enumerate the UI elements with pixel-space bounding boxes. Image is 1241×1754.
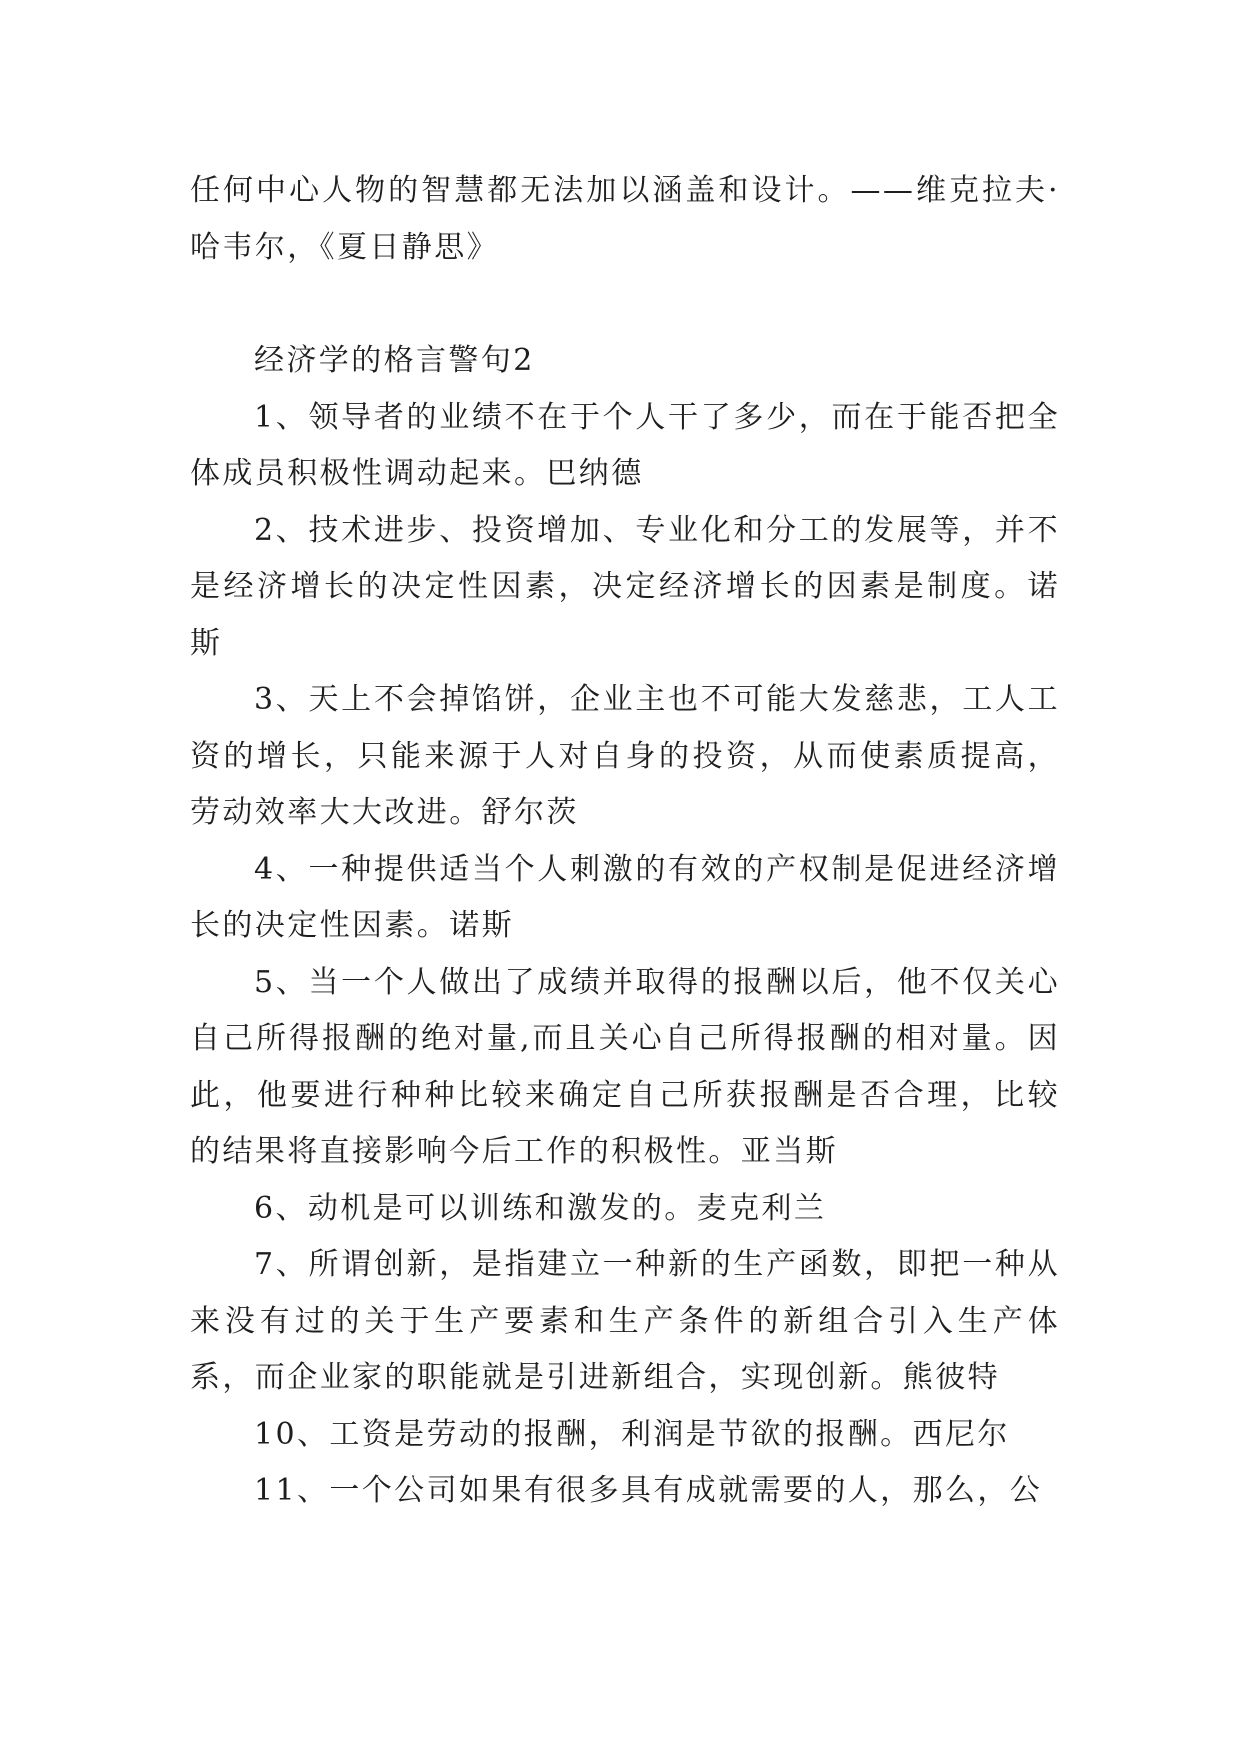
paragraph-spacer: [190, 276, 1060, 333]
document-body: [190, 163, 1060, 1520]
quote-item-1: 1、领导者的业绩不在于个人干了多少，而在于能否把全体成员积极性调动起来。巴纳德: [190, 399, 1060, 491]
quote-item-5: 5、当一个人做出了成绩并取得的报酬以后，他不仅关心自己所得报酬的绝对量,而且关心自己所得报酬的相对量。因此，他要进行种种比较来确定自己所获报酬是否合理，比较的结果将直接影响今后工作的积极性。亚当斯: [190, 964, 1060, 1169]
quote-item-7: 7、所谓创新，是指建立一种新的生产函数，即把一种从来没有过的关于生产要素和生产条件的新组合引入生产体系，而企业家的职能就是引进新组合，实现创新。熊彼特: [190, 1247, 1060, 1395]
intro-paragraph: 任何中心人物的智慧都无法加以涵盖和设计。——维克拉夫·哈韦尔，《夏日静思》: [190, 173, 1060, 265]
quote-item-10: 10、工资是劳动的报酬，利润是节欲的报酬。西尼尔: [254, 1416, 1010, 1452]
quote-item-11: 11、一个公司如果有很多具有成就需要的人，那么，公: [254, 1473, 1043, 1508]
quote-item-4: 4、一种提供适当个人刺激的有效的产权制是促进经济增长的决定性因素。诺斯: [190, 851, 1060, 943]
quote-item-2: 2、技术进步、投资增加、专业化和分工的发展等，并不是经济增长的决定性因素，决定经济增长的因素是制度。诺斯: [190, 512, 1060, 661]
section-title: 经济学的格言警句2: [254, 343, 535, 378]
quote-item-6: 6、动机是可以训练和激发的。麦克利兰: [254, 1190, 827, 1226]
quote-item-3: 3、天上不会掉馅饼，企业主也不可能大发慈悲，工人工资的增长，只能来源于人对自身的投资，从而使素质提高，劳动效率大大改进。舒尔茨: [190, 682, 1060, 830]
